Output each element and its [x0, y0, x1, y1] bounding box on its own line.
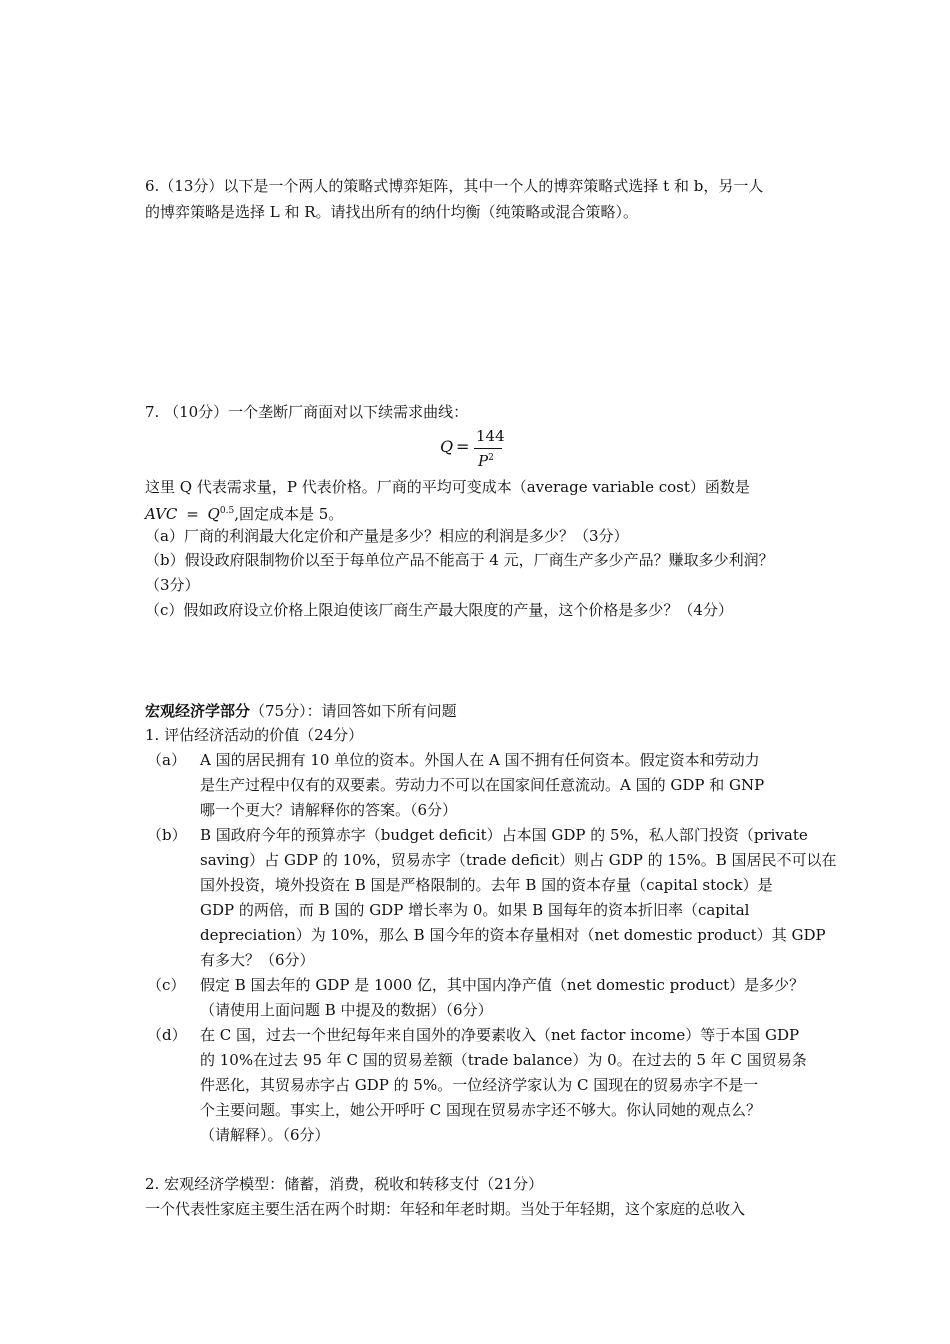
q7-part-b-line-1: （b）假设政府限制物价以至于每单位产品不能高于 4 元，厂商生产多少产品？赚取多少利润？: [145, 551, 774, 569]
q1a-line: A 国的居民拥有 10 单位的资本。外国人在 A 国不拥有任何资本。假定资本和劳动力: [200, 751, 760, 769]
formula-lhs: Q: [440, 437, 454, 456]
avc-equals: =: [186, 505, 199, 523]
q6-line-2: 的博弈策略是选择 L 和 R。请找出所有的纳什均衡（纯策略或混合策略）。: [145, 203, 639, 221]
q1c-label: （c）: [147, 976, 186, 994]
avc-rhs: $Q^{0.5}$: [207, 505, 235, 523]
formula-exponent: 2: [488, 453, 494, 463]
demand-formula: [440, 425, 520, 475]
formula-denominator: $P^2$: [478, 452, 494, 470]
q1d-line: 个主要问题。事实上，她公开呼吁 C 国现在贸易赤字还不够大。你认同她的观点么？: [200, 1101, 762, 1119]
q1d-label: （d）: [147, 1026, 187, 1044]
q7-part-a: （a）厂商的利润最大化定价和产量是多少？相应的利润是多少？（3分）: [145, 527, 629, 545]
q1-title: 1. 评估经济活动的价值（24分）: [145, 726, 364, 744]
q1b-line: 国外投资，境外投资在 B 国是严格限制的。去年 B 国的资本存量（capital stock）是: [200, 876, 773, 894]
q6-line-1: 6.（13分）以下是一个两人的策略式博弈矩阵，其中一个人的博弈策略式选择 t 和 b，另一人: [145, 177, 764, 195]
q7-avc-line: [145, 501, 343, 524]
q1b-line: B 国政府今年的预算赤字（budget deficit）占本国 GDP 的 5%，私人部门投资（private: [200, 826, 808, 844]
q1d-line: 件恶化，其贸易赤字占 GDP 的 5%。一位经济学家认为 C 国现在的贸易赤字不是一: [200, 1076, 759, 1094]
q2-line-1: 一个代表性家庭主要生活在两个时期：年轻和年老时期。当处于年轻期，这个家庭的总收入: [145, 1200, 746, 1218]
avc-lhs: AVC: [145, 505, 178, 523]
q1b-line: GDP 的两倍，而 B 国的 GDP 增长率为 0。如果 B 国每年的资本折旧率（capital: [200, 901, 750, 919]
avc-rest: ,固定成本是 5。: [234, 505, 344, 523]
formula-numerator: 144: [476, 427, 505, 445]
q7-title: 7. （10分）一个垄断厂商面对以下续需求曲线：: [145, 403, 469, 421]
q2-title: 2. 宏观经济学模型：储蓄，消费，税收和转移支付（21分）: [145, 1175, 544, 1193]
q1c-line: （请使用上面问题 B 中提及的数据）（6分）: [200, 1001, 493, 1019]
q1d-line: 的 10%在过去 95 年 C 国的贸易差额（trade balance）为 0。在过去的 5 年 C 国贸易条: [200, 1051, 807, 1069]
avc-exponent: 0.5: [219, 506, 235, 516]
q1a-line: 哪一个更大？请解释你的答案。（6分）: [200, 801, 458, 819]
q7-desc-line-1: 这里 Q 代表需求量，P 代表价格。厂商的平均可变成本（average variable cost）函数是: [145, 478, 750, 496]
q1b-label: （b）: [147, 826, 187, 844]
q1c-line: 假定 B 国去年的 GDP 是 1000 亿，其中国内净产值（net domestic product）是多少？: [200, 976, 805, 994]
q1a-label: （a）: [147, 751, 186, 769]
formula-equals: =: [456, 437, 470, 456]
q1b-line: depreciation）为 10%，那么 B 国今年的资本存量相对（net domestic product）其 GDP: [200, 926, 826, 944]
q1b-line: 有多大？（6分）: [200, 951, 315, 969]
q7-part-c: （c）假如政府设立价格上限迫使该厂商生产最大限度的产量，这个价格是多少？（4分）: [145, 601, 733, 619]
q1d-line: 在 C 国，过去一个世纪每年来自国外的净要素收入（net factor income）等于本国 GDP: [200, 1026, 800, 1044]
q1a-line: 是生产过程中仅有的双要素。劳动力不可以在国家间任意流动。A 国的 GDP 和 GNP: [200, 776, 765, 794]
macro-heading: [145, 701, 457, 721]
fraction-bar: [474, 448, 502, 449]
q7-part-b-line-2: （3分）: [145, 576, 200, 594]
macro-heading-bold: 宏观经济学部分: [145, 702, 251, 720]
q1d-line: （请解释）。（6分）: [200, 1126, 330, 1144]
macro-heading-rest: （75分）：请回答如下所有问题: [250, 702, 457, 720]
q1b-line: saving）占 GDP 的 10%，贸易赤字（trade deficit）则占 GDP 的 15%。B 国居民不可以在: [200, 851, 837, 869]
